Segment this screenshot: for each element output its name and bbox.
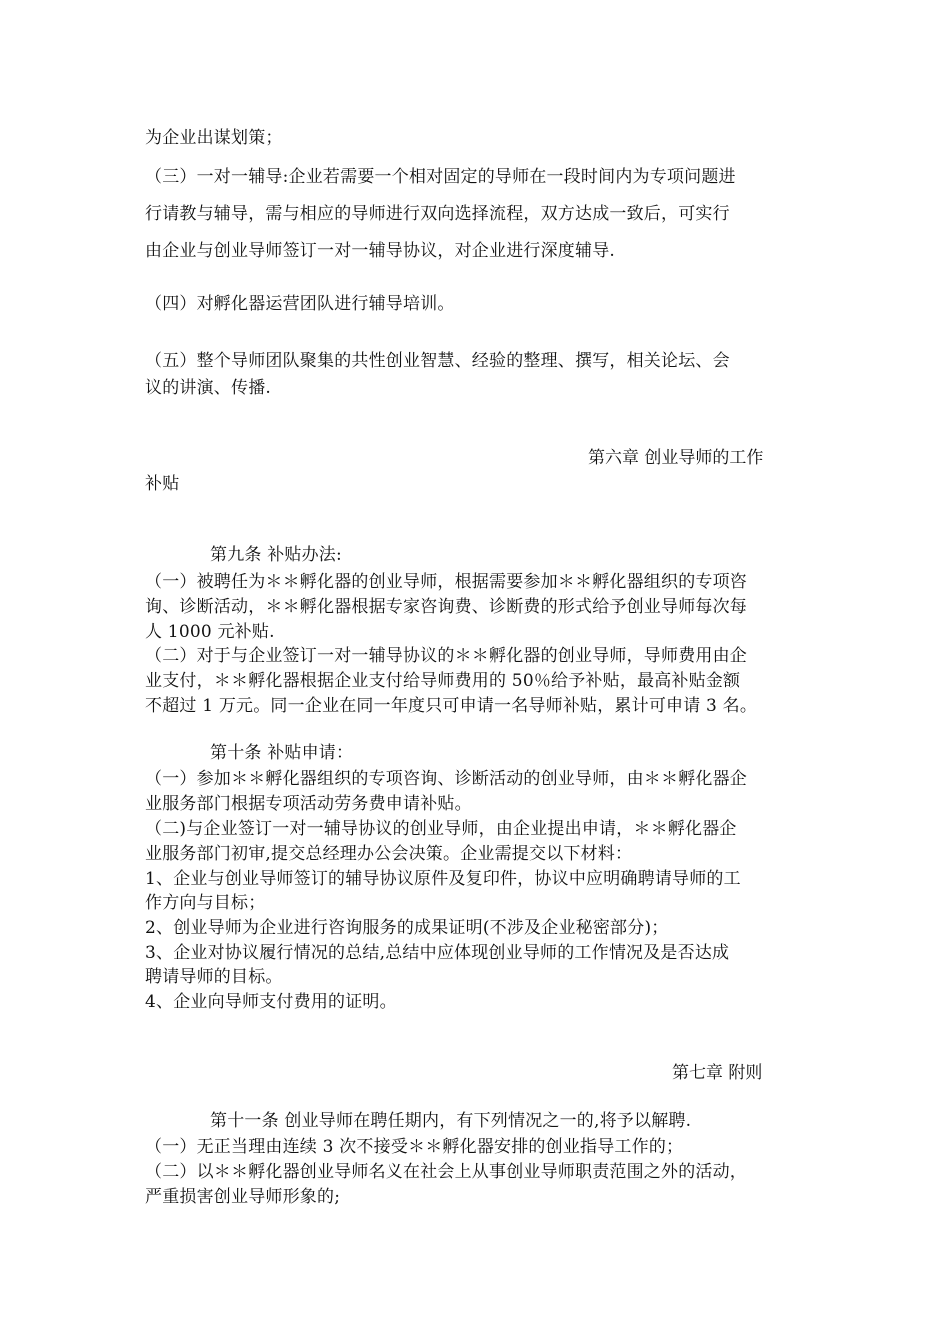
article-9-heading: 第九条 补贴办法:	[210, 545, 342, 565]
article-11-p2-line-1: （二）以＊＊孵化器创业导师名义在社会上从事创业导师职责范围之外的活动，	[145, 1162, 747, 1182]
article-10-heading: 第十条 补贴申请：	[210, 743, 354, 763]
article-9-p2-line-1: （二）对于与企业签订一对一辅导协议的＊＊孵化器的创业导师，导师费用由企	[145, 646, 747, 666]
article-10-p2-line-1: （二)与企业签订一对一辅导协议的创业导师，由企业提出申请，＊＊孵化器企	[145, 819, 737, 839]
article-11-heading: 第十一条 创业导师在聘任期内，有下列情况之一的,将予以解聘.	[210, 1111, 692, 1131]
article-10-p1-line-1: （一）参加＊＊孵化器组织的专项咨询、诊断活动的创业导师，由＊＊孵化器企	[145, 769, 747, 789]
article-9-p2-line-3: 不超过 1 万元。同一企业在同一年度只可申请一名导师补贴，累计可申请 3 名。	[145, 696, 758, 716]
material-3-line-2: 聘请导师的目标。	[145, 967, 283, 987]
chapter-6-title: 第六章 创业导师的工作	[588, 448, 764, 468]
article-9-p1-line-3: 人 1000 元补贴.	[145, 622, 275, 642]
article-11-p2-line-2: 严重损害创业导师形象的;	[145, 1187, 341, 1207]
article-11-p1: （一）无正当理由连续 3 次不接受＊＊孵化器安排的创业指导工作的；	[145, 1137, 684, 1157]
item-3-line-1: （三）一对一辅导:企业若需要一个相对固定的导师在一段时间内为专项问题进	[145, 167, 736, 187]
chapter-6-title-continued: 补贴	[145, 474, 180, 494]
article-9-p1-line-2: 询、诊断活动，＊＊孵化器根据专家咨询费、诊断费的形式给予创业导师每次每	[145, 597, 747, 617]
chapter-7-title: 第七章 附则	[672, 1063, 763, 1083]
material-1-line-1: 1、企业与创业导师签订的辅导协议原件及复印件，协议中应明确聘请导师的工	[145, 869, 741, 889]
article-10-p2-line-2: 业服务部门初审,提交总经理办公会决策。企业需提交以下材料：	[145, 844, 633, 864]
text-line: 为企业出谋划策；	[145, 128, 283, 148]
item-4: （四）对孵化器运营团队进行辅导培训。	[145, 294, 455, 314]
item-5-line-1: （五）整个导师团队聚集的共性创业智慧、经验的整理、撰写，相关论坛、会	[145, 351, 730, 371]
article-10-p1-line-2: 业服务部门根据专项活动劳务费申请补贴。	[145, 794, 472, 814]
item-3-line-2: 行请教与辅导，需与相应的导师进行双向选择流程，双方达成一致后，可实行	[145, 204, 730, 224]
item-3-line-3: 由企业与创业导师签订一对一辅导协议，对企业进行深度辅导.	[145, 241, 616, 261]
material-2: 2、创业导师为企业进行咨询服务的成果证明(不涉及企业秘密部分)；	[145, 918, 669, 938]
article-9-p2-line-2: 业支付，＊＊孵化器根据企业支付给导师费用的 50％给予补贴，最高补贴金额	[145, 671, 741, 691]
item-5-line-2: 议的讲演、传播.	[145, 378, 272, 398]
material-1-line-2: 作方向与目标；	[145, 893, 266, 913]
material-4: 4、企业向导师支付费用的证明。	[145, 992, 397, 1012]
material-3-line-1: 3、企业对协议履行情况的总结,总结中应体现创业导师的工作情况及是否达成	[145, 943, 730, 963]
article-9-p1-line-1: （一）被聘任为＊＊孵化器的创业导师，根据需要参加＊＊孵化器组织的专项咨	[145, 572, 747, 592]
